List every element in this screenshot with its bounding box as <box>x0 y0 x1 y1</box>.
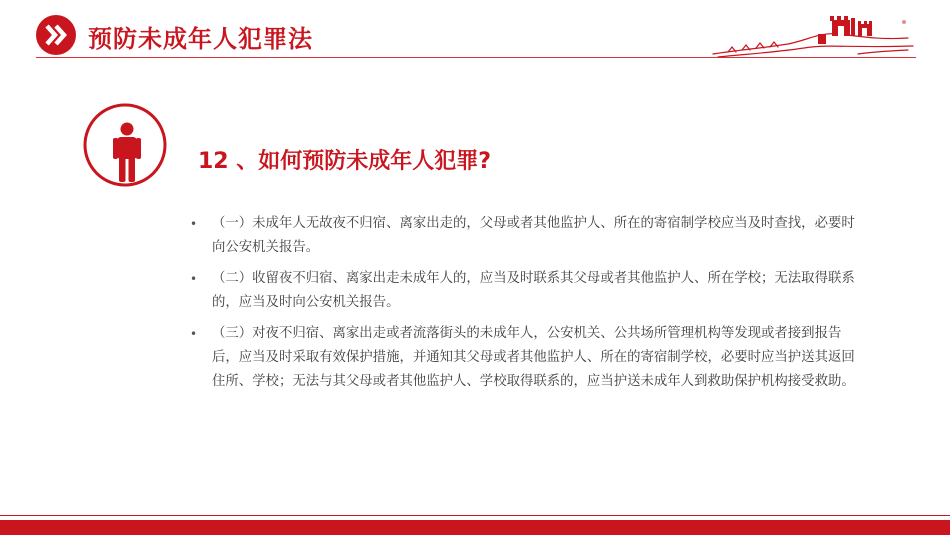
list-item-text: （三）对夜不归宿、离家出走或者流落街头的未成年人，公安机关、公共场所管理机构等发现或者接到报告后，应当及时采取有效保护措施，并通知其父母或者其他监护人、所在的寄宿制学校，必要时应当护送其返回住所、学校；无法与其父母或者其他监护人、学校取得联系的，应当护送未成年人到救助保护机构接受救助。 <box>212 326 855 389</box>
person-icon <box>82 102 168 188</box>
bullet-marker: • <box>190 272 198 286</box>
list-item-text: （一）未成年人无故夜不归宿、离家出走的，父母或者其他监护人、所在的寄宿制学校应当及时查找，必要时向公安机关报告。 <box>212 216 855 255</box>
footer-bar <box>0 520 950 535</box>
double-chevron-right-icon <box>36 15 76 55</box>
great-wall-icon <box>708 14 918 60</box>
bullet-marker: • <box>190 217 198 231</box>
list-item-text: （二）收留夜不归宿、离家出走未成年人的，应当及时联系其父母或者其他监护人、所在学校；无法取得联系的，应当及时向公安机关报告。 <box>212 271 855 310</box>
bullet-list <box>188 212 860 401</box>
bullet-marker: • <box>190 327 198 341</box>
section-heading: 12 、如何预防未成年人犯罪? <box>198 149 492 174</box>
page-title: 预防未成年人犯罪法 <box>88 25 313 53</box>
footer-divider <box>0 515 950 516</box>
list-item <box>188 267 860 315</box>
list-item <box>188 322 860 394</box>
list-item <box>188 212 860 260</box>
